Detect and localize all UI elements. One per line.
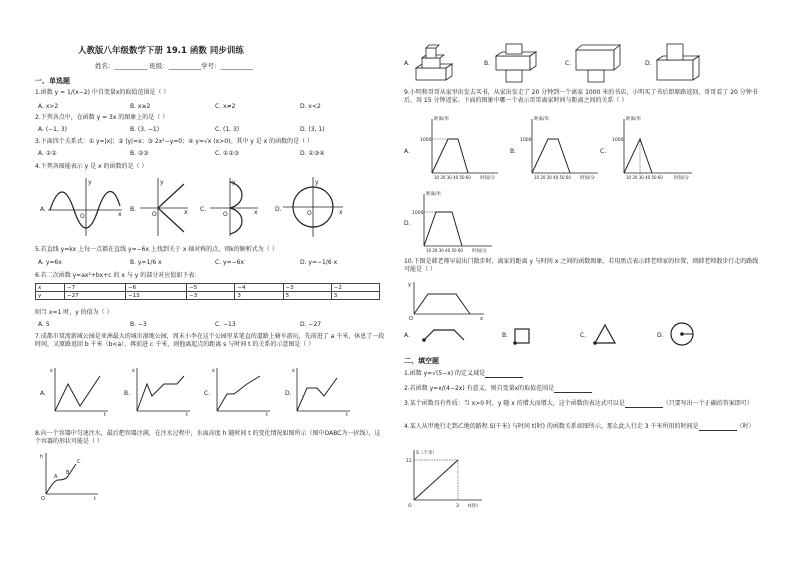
q10-axis-x: x [480, 316, 483, 322]
question-1: 1.函数 y = 1/(x−2) 中自变量x的取值范围是（ ） [35, 89, 170, 96]
fill-1-blank[interactable] [485, 371, 523, 378]
svg-text:x: x [118, 211, 122, 218]
svg-text:x: x [184, 209, 188, 216]
svg-text:x: x [254, 209, 258, 216]
q9c-ylabel: 距离/米 [626, 117, 642, 122]
q4-graph-a [48, 176, 124, 238]
q8-option-d: D. [645, 60, 652, 67]
table-cell: −13 [126, 292, 187, 300]
q9d-xticks: 10 20 30 40 50 60 [426, 248, 463, 253]
q8-container-c [574, 40, 622, 84]
q7-option-a: A. [40, 390, 46, 397]
svg-text:x: x [339, 209, 343, 216]
q7-option-b: B. [124, 390, 131, 397]
q9a-xticks: 10 20 30 40 50 60 [434, 175, 471, 180]
table-row [36, 284, 380, 292]
q10-option-a: A. [404, 332, 410, 339]
q3-option-b: B. ②③ [130, 150, 149, 157]
q8-label-b: B [66, 470, 70, 476]
q6-option-a: A. 5 [38, 321, 50, 328]
q9b-ylabel: 距离/米 [534, 117, 550, 122]
q2-option-a: A. (−1, 3) [38, 126, 67, 133]
fill-4-ytick: 12 [406, 459, 412, 464]
q10-option-b: B. [502, 332, 509, 339]
svg-text:y: y [315, 179, 319, 186]
q8-option-c: C. [565, 60, 572, 67]
question-3: 3.下面四个关系式：① y=|x|；② |y|=x；③ 2x²−y=0；④ y=√x (x>0)。其中 y 是 x 的函数的是（ ） [35, 138, 313, 145]
fill-4-ylabel: S（千米） [416, 451, 437, 456]
svg-text:t: t [346, 412, 348, 418]
fill-question-4 [404, 423, 764, 431]
svg-text:y: y [232, 179, 236, 186]
table-cell: −4 [235, 284, 283, 292]
question-8: 8.向一个容器中匀速注水，最后把容器注满，在注水过程中，水面高度 h 随时间 t 的变化情况如图所示（图中OABC为一折线），这个容器的形状可能是（ ） [35, 430, 381, 445]
table-cell: −5 [187, 284, 235, 292]
q1-option-d: D. x<2 [300, 103, 321, 110]
q8-container-b [494, 42, 538, 84]
q10-axis-o: O [409, 316, 413, 322]
question-10: 10.下图是韩老师早晨出门散步时，离家的距离 y 与时间 x 之间的函数图象，若用黑点表示韩老师家的位置，则韩老师散步行走的路线可能是（ ） [404, 258, 759, 273]
q4-graph-c [210, 176, 260, 238]
q1-option-a: A. x>2 [38, 103, 59, 110]
table-header-x: x [36, 284, 65, 292]
svg-text:t: t [266, 412, 268, 418]
q3-option-c: C. ①②③ [215, 150, 240, 157]
table-cell: −7 [65, 284, 126, 292]
q7-graph-b [132, 366, 192, 416]
table-cell: −27 [65, 292, 126, 300]
fill-4-origin: O [408, 504, 412, 509]
q8-label-o: O [41, 496, 45, 502]
q4-graph-b [140, 176, 190, 238]
q9-option-b: B. [510, 148, 517, 155]
q9c-ytick: 1000 [612, 138, 624, 143]
q9-graph-c [612, 115, 694, 181]
table-cell: −3 [187, 292, 235, 300]
q10-axis-y: y [408, 282, 411, 288]
student-info-line: 姓名：__________ 班级：__________学号：__________ [95, 62, 254, 70]
q4-option-a: A. [40, 206, 46, 213]
q8-container-d [655, 40, 701, 84]
question-4: 4.下列各图能表示 y 是 x 的函数的是（ ） [35, 163, 148, 170]
q9-graph-d [412, 190, 494, 254]
table-cell: −2 [331, 284, 379, 292]
q10-option-d: D. [657, 332, 664, 339]
q9-option-c: C. [600, 148, 607, 155]
q9b-xlabel: 时间/分 [580, 176, 596, 181]
q6-option-d: D. −27 [300, 321, 322, 328]
fill-4-xtick: 3 [456, 504, 459, 509]
question-6: 6.若二次函数 y=ax²+bx+c 的 x 与 y 的部分对应值如下表： [35, 272, 201, 279]
q9-graph-b [520, 115, 600, 181]
q4-option-b: B. [130, 206, 137, 213]
q5-option-b: B. y=1/6 x [130, 259, 162, 266]
q9a-xlabel: 时间/分 [480, 176, 496, 181]
question-9: 9.小明和哥哥从家里出发去买书，从家出发走了 20 分钟到一个离家 1000 米的书店，小明买了书后即原路返回，哥哥看了 20 分钟书后，用 15 分钟返家。下面的图象中哪一个表示哥哥离家时间与距离之间的关系（ ） [404, 89, 758, 104]
fill-4-tail: （时） [736, 423, 755, 430]
q7-graph-a [50, 366, 110, 416]
q6-option-c: C. −13 [215, 321, 236, 328]
q6-follow: 则当 x=1 时，y 的值为（ ） [35, 309, 113, 316]
fill-question-3 [404, 400, 764, 408]
q9d-xlabel: 时间/分 [472, 249, 488, 254]
q4-option-c: C. [200, 206, 207, 213]
q9d-ytick: 1000 [412, 211, 424, 216]
q9b-xticks: 10 20 30 40 50 60 [534, 175, 571, 180]
table-cell: −6 [126, 284, 187, 292]
q9-option-a: A. [404, 148, 410, 155]
q8-container-a [414, 42, 452, 82]
page-title: 人教版八年级数学下册 19.1 函数 同步训练 [78, 46, 244, 56]
svg-text:O: O [223, 211, 228, 218]
q9-option-d: D. [404, 220, 411, 227]
fill-question-1 [404, 370, 523, 378]
q10-route-d [668, 320, 696, 348]
table-cell: −3 [283, 284, 331, 292]
svg-text:t: t [104, 412, 106, 418]
fill-3-blank[interactable] [625, 401, 663, 408]
q10-route-c [592, 322, 618, 346]
fill-2-text: 2.若函数 y=x/(4−2x) 有意义，则自变量x的取值范围是 [404, 385, 555, 392]
svg-text:s: s [50, 368, 53, 374]
q1-option-b: B. x≥2 [130, 103, 151, 110]
q5-option-a: A. y=6x [38, 259, 62, 266]
svg-text:O: O [80, 213, 85, 220]
question-2: 2.下列各点中，在函数 y = 3x 的图象上的是（ ） [35, 114, 169, 121]
q10-route-a [420, 324, 470, 344]
q9-graph-a [420, 115, 500, 181]
q3-option-d: D. ①③④ [300, 150, 325, 157]
q9c-xticks: 10 20 30 40 50 60 [626, 175, 663, 180]
q8-label-t: t [94, 496, 96, 502]
table-header-y: y [36, 292, 65, 300]
q7-graph-c [212, 366, 272, 416]
q8-option-a: A. [404, 60, 410, 67]
table-cell: 3 [235, 292, 283, 300]
q2-option-c: C. (1, 3) [215, 126, 240, 133]
section-choice: 一、单选题 [35, 77, 70, 85]
q3-option-a: A. ①② [38, 150, 57, 157]
svg-text:s: s [212, 368, 215, 374]
fill-1-text: 1.函数 y=√(5−x) 的定义域是 [404, 370, 486, 377]
svg-text:s: s [132, 368, 135, 374]
section-fill: 二、填空题 [404, 357, 439, 365]
q10-route-b [512, 326, 532, 346]
q9a-ylabel: 距离/米 [434, 117, 450, 122]
q10-option-c: C. [580, 332, 587, 339]
q9d-ylabel: 距离/米 [426, 192, 442, 197]
q9b-ytick: 1000 [520, 138, 532, 143]
q8-label-a: A [54, 474, 58, 480]
q1-option-c: C. x≠2 [215, 103, 236, 110]
q5-option-d: D. y=−1/6 x [300, 259, 338, 266]
question-5: 5.若直线 y=kx 上每一点都在直线 y=−6x 上找到关于 x 轴对称的点，则k的解析式为（ ） [35, 246, 278, 253]
q8-option-b: B. [484, 60, 491, 67]
svg-text:y: y [88, 179, 92, 186]
q8-label-c: C [77, 459, 81, 465]
q9c-xlabel: 时间/分 [674, 176, 690, 181]
table-cell: 5 [283, 292, 331, 300]
svg-text:O: O [152, 211, 157, 218]
q8-graph [40, 452, 100, 500]
fill-4-text: 4.某人从甲地行走到乙地的路程 S(千米) 与时间 t(时) 的函数关系如图所示，那么此人行走 3 千米所用的时间是 [404, 423, 699, 430]
q9a-ytick: 1000 [420, 138, 432, 143]
fill-3-tail: （只要写出一个正确的答案即可） [662, 400, 753, 407]
q2-option-d: D. (3, 1) [300, 126, 325, 133]
q7-graph-d [292, 366, 352, 416]
fill-3-text: 3.某个函数具有性质：当 x>0 时，y 随 x 的增大而增大，这个函数的表达式可以是 [404, 400, 625, 407]
q2-option-b: B. (3, −1) [130, 126, 160, 133]
q4-graph-d [283, 176, 345, 238]
svg-text:y: y [160, 179, 164, 186]
fill-4-blank[interactable] [699, 424, 737, 431]
table-row [36, 292, 380, 300]
svg-text:t: t [186, 412, 188, 418]
question-7: 7.成都市双流新城公园是亚洲最大的城市湿地公园，周末小李在这个公园里某笔直的道路上骑车游玩，先前进了 a 千米，休息了一段时间，又原路返回 b 千米（b<a），再前进 c 千米，则他离起点的距离 s 与时间 t 的关系的示意图是（ ） [35, 333, 385, 348]
q8-label-h: h [40, 454, 44, 460]
q7-option-c: C. [204, 390, 211, 397]
fill-4-xlabel: t(时) [468, 504, 478, 509]
svg-text:s: s [292, 368, 295, 374]
fill-4-graph [404, 448, 484, 510]
q7-option-d: D. [285, 390, 292, 397]
fill-2-blank[interactable] [554, 386, 592, 393]
table-cell: 3 [331, 292, 379, 300]
fill-question-2 [404, 385, 592, 393]
q5-option-c: C. y=−6x [215, 259, 244, 266]
q10-graph [408, 280, 488, 320]
svg-text:O: O [307, 210, 312, 217]
q6-option-b: B. −3 [130, 321, 147, 328]
q6-value-table [35, 283, 380, 300]
q4-option-d: D. [275, 206, 282, 213]
